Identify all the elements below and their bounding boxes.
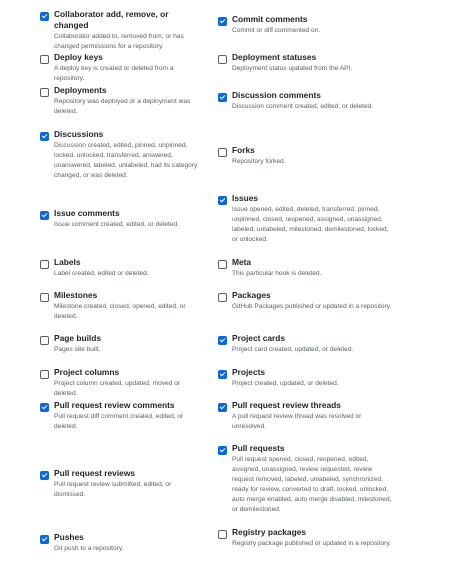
checkbox[interactable]: [40, 370, 49, 379]
event-description: Pull request diff comment created, edited, or deleted.: [54, 413, 184, 430]
event-description: Repository was deployed or a deployment was deleted.: [54, 98, 191, 115]
event-title: Milestones: [54, 290, 98, 300]
checkbox[interactable]: [40, 471, 49, 480]
event-pushes[interactable]: [40, 532, 200, 554]
event-description: Commit or diff commented on.: [232, 27, 321, 34]
checkbox[interactable]: [40, 403, 49, 412]
checkbox[interactable]: [218, 148, 227, 157]
event-projects[interactable]: [218, 367, 394, 389]
event-title: Page builds: [54, 333, 102, 343]
event-description: Project created, updated, or deleted.: [232, 380, 339, 387]
checkbox[interactable]: [218, 17, 227, 26]
event-description: A pull request review thread was resolved or unresolved.: [232, 413, 362, 430]
event-collaborator[interactable]: [40, 9, 200, 52]
checkbox[interactable]: [218, 55, 227, 64]
event-title: Project cards: [232, 333, 286, 343]
event-description: Repository forked.: [232, 158, 286, 165]
event-registry-packages[interactable]: [218, 527, 394, 549]
event-pr-review-comments[interactable]: [40, 400, 200, 432]
event-title: Pull request review comments: [54, 400, 175, 410]
event-forks[interactable]: [218, 145, 394, 167]
event-description: Collaborator added to, removed from, or has changed permissions for a repository.: [54, 33, 184, 50]
checkbox[interactable]: [40, 293, 49, 302]
event-description: Pull request opened, closed, reopened, edited, assigned, unassigned, review requested, review request removed, labeled, unlabeled, synchronized, ready for review, converted to draft, locked, unlocked, auto merge enabled, auto merge disabled, milestoned, or demilestoned.: [232, 456, 392, 513]
event-description: Project card created, updated, or deleted.: [232, 346, 354, 353]
event-title: Discussion comments: [232, 90, 321, 100]
event-description: Project column created, updated, moved or deleted.: [54, 380, 181, 397]
event-title: Meta: [232, 257, 252, 267]
event-description: Registry package published or updated in a repository.: [232, 540, 391, 547]
event-title: Projects: [232, 367, 266, 377]
checkbox[interactable]: [218, 370, 227, 379]
checkbox[interactable]: [218, 260, 227, 269]
checkbox[interactable]: [40, 260, 49, 269]
checkbox[interactable]: [40, 535, 49, 544]
event-description: Label created, edited or deleted.: [54, 270, 149, 277]
event-project-columns[interactable]: [40, 367, 200, 399]
event-description: GitHub Packages published or updated in a repository.: [232, 303, 392, 310]
checkbox[interactable]: [40, 12, 49, 21]
event-milestones[interactable]: [40, 290, 200, 322]
event-title: Pull requests: [232, 443, 285, 453]
checkbox[interactable]: [40, 55, 49, 64]
event-commit-comments[interactable]: [218, 14, 394, 36]
event-description: Issue opened, edited, deleted, transferred, pinned, unpinned, closed, reopened, assigned, unassigned, labeled, unlabeled, milestoned, demilestoned, locked, or unlocked.: [232, 206, 389, 243]
event-title: Pull request reviews: [54, 468, 135, 478]
event-title: Project columns: [54, 367, 120, 377]
event-pr-reviews[interactable]: [40, 468, 200, 500]
event-title: Pull request review threads: [232, 400, 341, 410]
event-pull-requests[interactable]: [218, 443, 394, 515]
event-title: Deployment statuses: [232, 52, 317, 62]
event-title: Issues: [232, 193, 259, 203]
event-description: Git push to a repository.: [54, 545, 124, 552]
checkbox[interactable]: [40, 211, 49, 220]
event-description: Issue comment created, edited, or deleted.: [54, 221, 179, 228]
event-deploy-keys[interactable]: [40, 52, 200, 84]
checkbox[interactable]: [40, 88, 49, 97]
event-description: Milestone created, closed, opened, edited, or deleted.: [54, 303, 186, 320]
checkbox[interactable]: [218, 530, 227, 539]
checkbox[interactable]: [218, 446, 227, 455]
event-title: Collaborator add, remove, or changed: [54, 9, 169, 30]
event-discussion-comments[interactable]: [218, 90, 394, 112]
event-issue-comments[interactable]: [40, 208, 200, 230]
event-title: Issue comments: [54, 208, 120, 218]
event-title: Pushes: [54, 532, 84, 542]
checkbox[interactable]: [218, 403, 227, 412]
event-description: Discussion comment created, edited, or deleted.: [232, 103, 374, 110]
checkbox[interactable]: [40, 336, 49, 345]
event-page-builds[interactable]: [40, 333, 200, 355]
checkbox[interactable]: [218, 336, 227, 345]
checkbox[interactable]: [218, 293, 227, 302]
event-deployment-statuses[interactable]: [218, 52, 394, 74]
event-description: Deployment status updated from the API.: [232, 65, 353, 72]
event-description: Pull request review submitted, edited, or dismissed.: [54, 481, 172, 498]
event-description: This particular hook is deleted.: [232, 270, 322, 277]
checkbox[interactable]: [40, 132, 49, 141]
event-description: Discussion created, edited, pinned, unpinned, locked, unlocked, transferred, answered, unanswered, labeled, unlabeled, had its category changed, or was deleted.: [54, 142, 198, 179]
event-deployments[interactable]: [40, 85, 200, 117]
checkbox[interactable]: [218, 93, 227, 102]
event-description: A deploy key is created or deleted from a repository.: [54, 65, 174, 82]
event-meta[interactable]: [218, 257, 394, 279]
event-title: Discussions: [54, 129, 104, 139]
event-labels[interactable]: [40, 257, 200, 279]
event-title: Forks: [232, 145, 255, 155]
event-title: Deploy keys: [54, 52, 103, 62]
event-title: Deployments: [54, 85, 107, 95]
checkbox[interactable]: [218, 196, 227, 205]
event-title: Labels: [54, 257, 81, 267]
event-discussions[interactable]: [40, 129, 200, 181]
event-title: Commit comments: [232, 14, 308, 24]
event-description: Pages site built.: [54, 346, 101, 353]
event-packages[interactable]: [218, 290, 394, 312]
event-issues[interactable]: [218, 193, 394, 245]
event-pr-review-threads[interactable]: [218, 400, 394, 432]
event-title: Registry packages: [232, 527, 307, 537]
event-project-cards[interactable]: [218, 333, 394, 355]
event-title: Packages: [232, 290, 271, 300]
